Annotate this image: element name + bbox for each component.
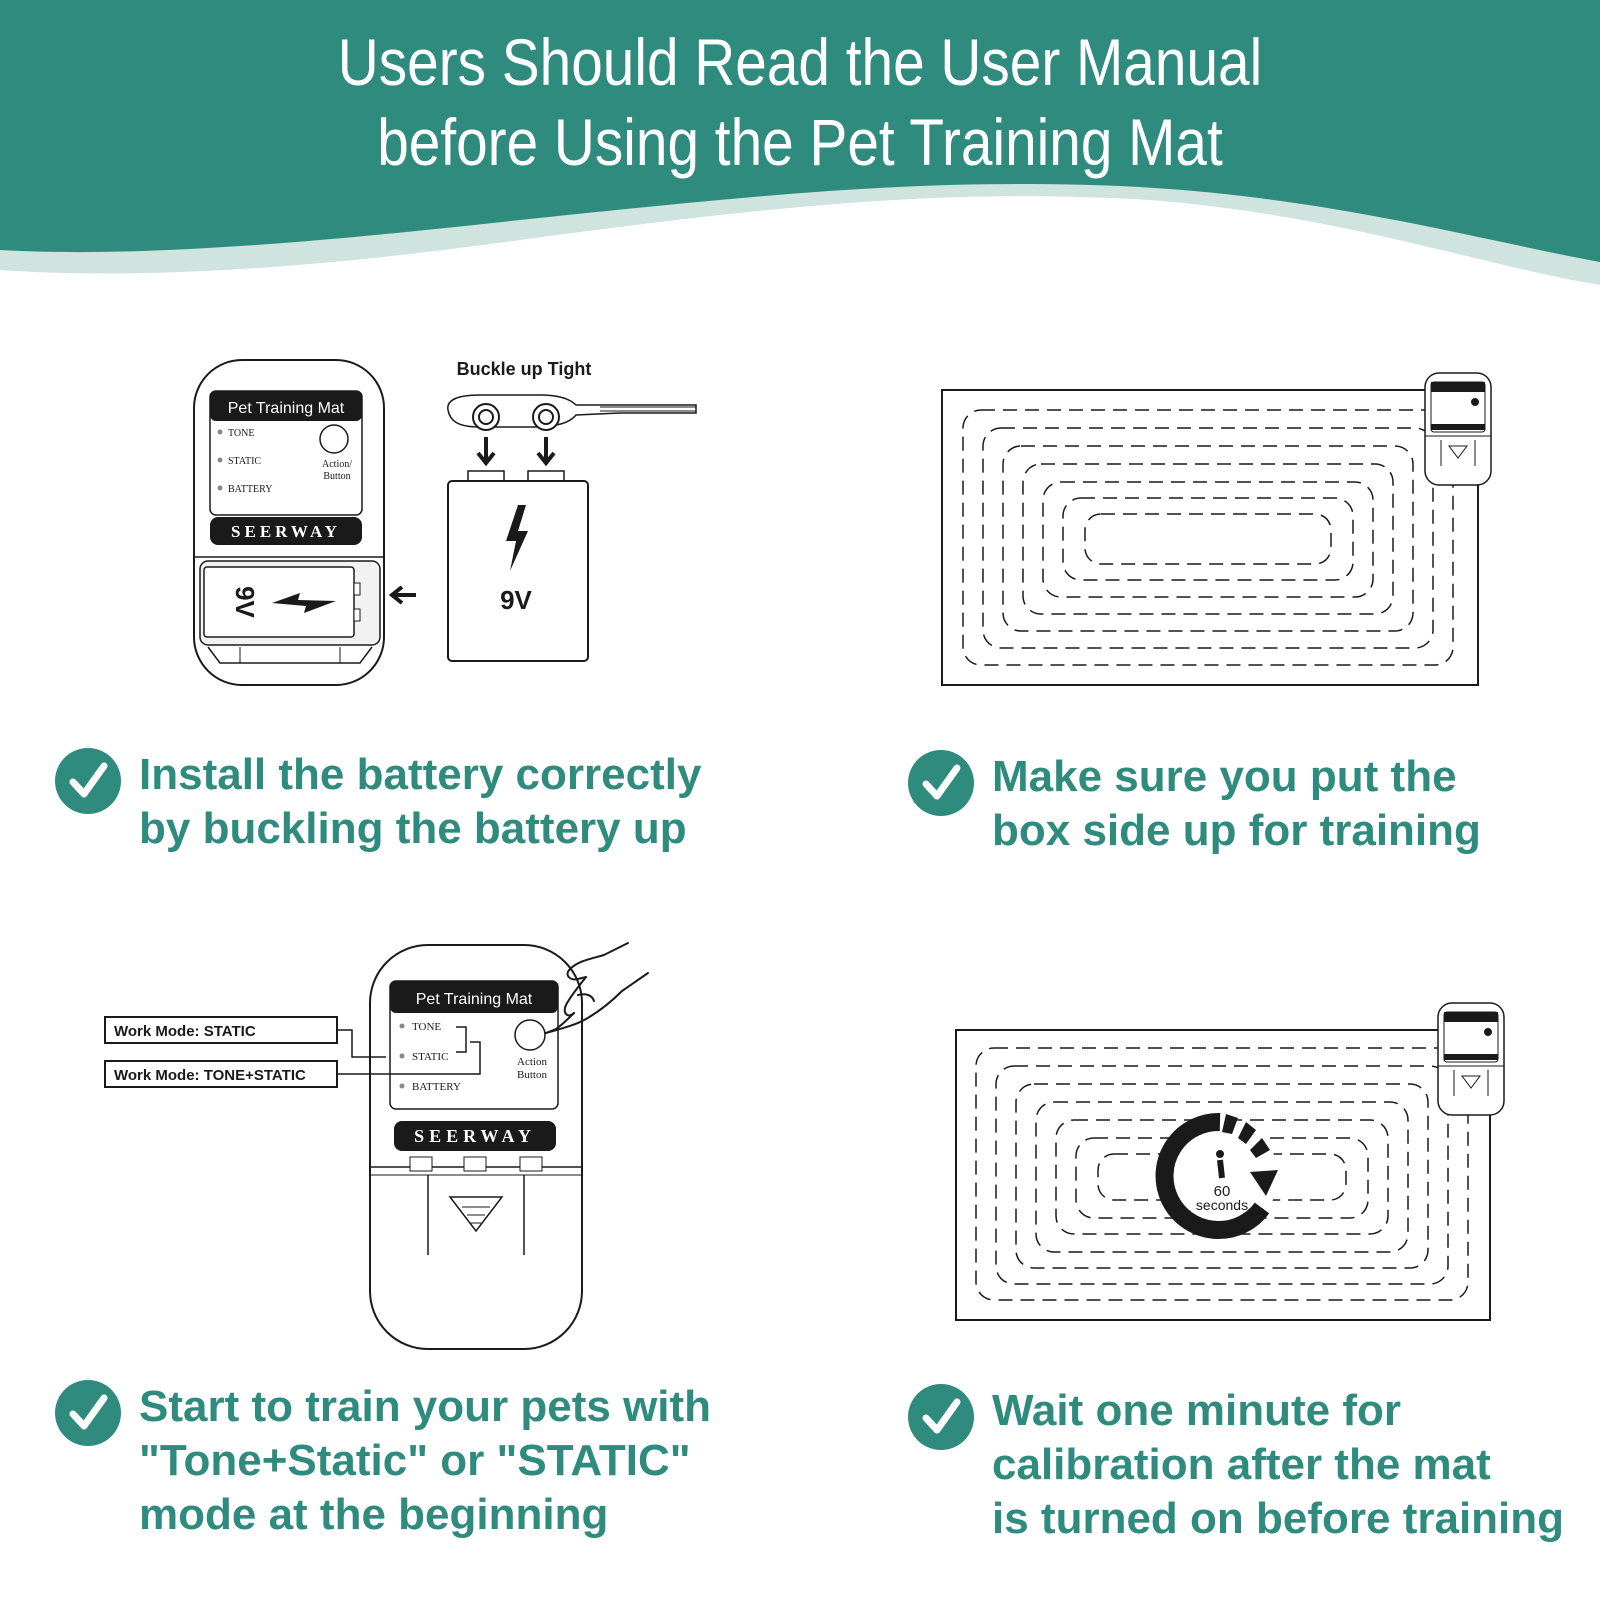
led-label-tone: TONE	[412, 1021, 442, 1033]
step4-caption	[908, 1384, 1564, 1546]
work-mode-illustration	[100, 935, 680, 1360]
timer-unit: seconds	[1195, 1197, 1249, 1213]
mat-box-up-illustration	[935, 370, 1495, 690]
page-title-line-1: Users Should Read the User Manual	[337, 25, 1263, 99]
step2-caption	[908, 750, 1481, 858]
check-icon	[55, 1380, 121, 1446]
led-label-tone: TONE	[228, 428, 255, 439]
mode-static-label: Work Mode: STATIC	[114, 1023, 256, 1040]
step2-caption-line-1: Make sure you put the	[992, 752, 1457, 801]
action-button-label-2: Button	[323, 471, 351, 482]
action-button-icon	[515, 1020, 545, 1050]
mode-tone-static-label: Work Mode: TONE+STATIC	[114, 1067, 306, 1084]
arrow-left-icon	[392, 587, 416, 603]
step3-caption	[55, 1380, 711, 1542]
calibration-illustration	[950, 1000, 1510, 1325]
brand-label: SEERWAY	[231, 522, 341, 541]
led-label-static: STATIC	[228, 456, 262, 467]
step3-caption-line-1: Start to train your pets with	[139, 1382, 712, 1431]
arrow-down-icon	[538, 437, 554, 463]
step2-caption-line-2: box side up for training	[992, 806, 1481, 855]
device-title: Pet Training Mat	[415, 991, 533, 1008]
check-icon	[908, 1384, 974, 1450]
led-label-battery: BATTERY	[412, 1081, 461, 1093]
controller-box-mini	[1425, 373, 1491, 485]
timer-value: 60	[1213, 1183, 1231, 1200]
arrow-down-icon	[478, 437, 494, 463]
action-button-label-1: Action	[517, 1056, 547, 1068]
check-icon	[908, 750, 974, 816]
installed-battery-label: 9V	[230, 586, 260, 618]
brand-label: SEERWAY	[414, 1126, 536, 1146]
page-title	[112, 22, 1488, 182]
step1-caption-line-1: Install the battery correctly	[139, 750, 702, 799]
device-title: Pet Training Mat	[227, 400, 345, 417]
page-title-line-2: before Using the Pet Training Mat	[377, 105, 1223, 179]
battery-label: 9V	[500, 585, 532, 615]
action-button-label-2: Button	[517, 1069, 547, 1081]
check-icon	[55, 748, 121, 814]
step1-caption-line-2: by buckling the battery up	[139, 804, 687, 853]
header-banner	[0, 0, 1600, 300]
controller-box-mini	[1438, 1003, 1504, 1115]
step1-caption	[55, 748, 701, 856]
action-button-label-1: Action/	[322, 459, 352, 470]
step4-caption-line-2: calibration after the mat	[992, 1440, 1491, 1489]
led-label-battery: BATTERY	[228, 484, 273, 495]
step3-caption-line-3: mode at the beginning	[139, 1490, 609, 1539]
step4-caption-line-1: Wait one minute for	[992, 1386, 1402, 1435]
led-label-static: STATIC	[412, 1051, 449, 1063]
action-button-icon	[320, 425, 348, 453]
step4-caption-line-3: is turned on before training	[992, 1494, 1565, 1543]
step3-caption-line-2: "Tone+Static" or "STATIC"	[139, 1436, 691, 1485]
battery-install-illustration	[180, 355, 720, 700]
buckle-label: Buckle up Tight	[456, 359, 592, 379]
